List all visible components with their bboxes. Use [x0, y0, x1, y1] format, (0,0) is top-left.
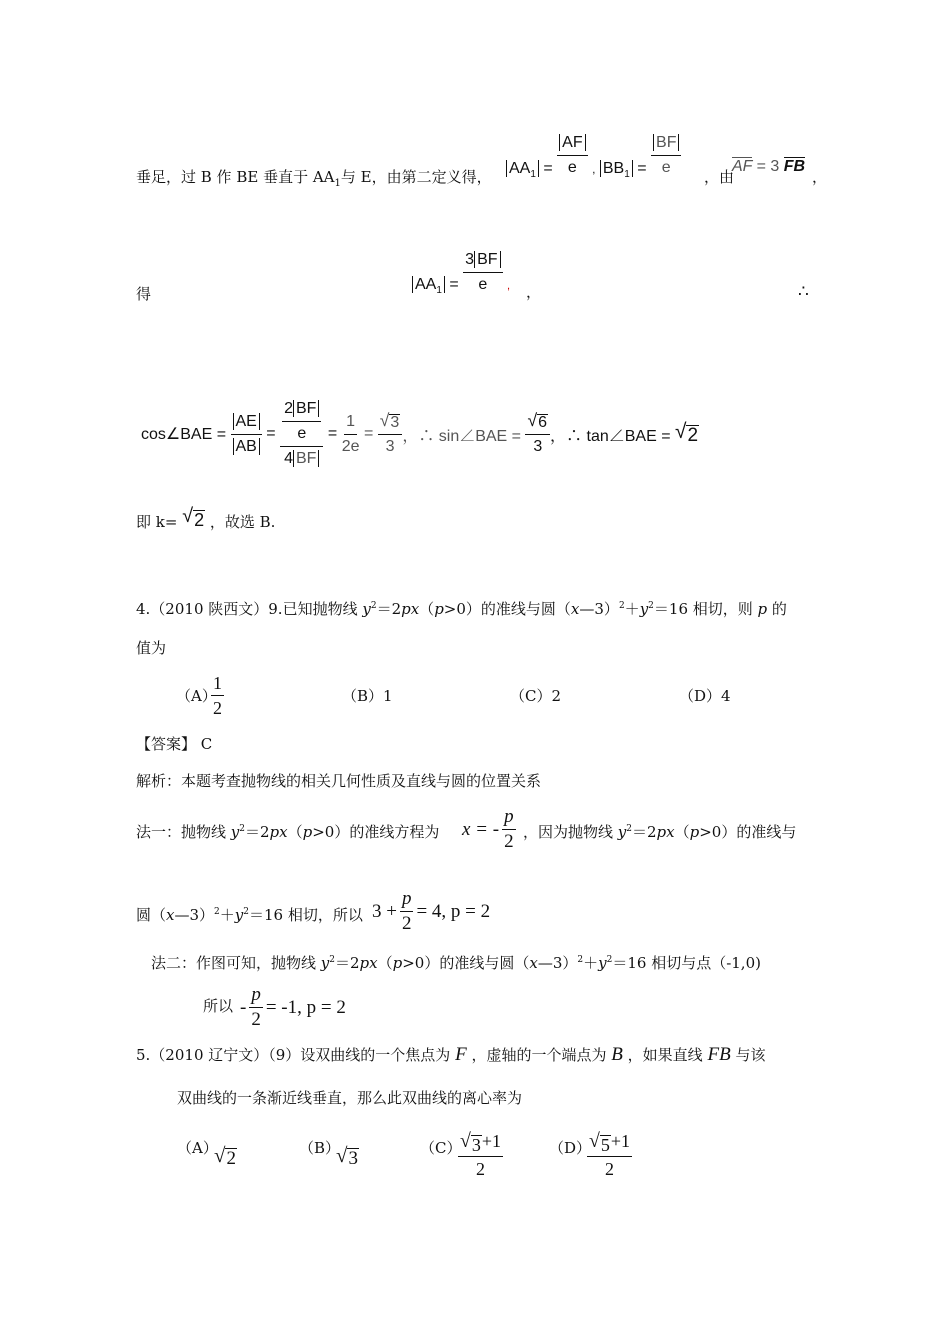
- directrix-equation: x = - $\frac{p}{2}$: [462, 806, 514, 852]
- para-1-you: ，由: [704, 168, 735, 186]
- equation-aa1: $AA_1$ = $\frac{AF}{e}$ $_,$ $BB_1$ = $\frac{BF}{e}$: [506, 132, 681, 179]
- analysis-line: 解析：本题考查抛物线的相关几何性质及直线与圆的位置关系: [136, 772, 542, 790]
- option-b: （B）1: [342, 687, 393, 705]
- q5-option-c-value: √ 3 +1 2: [460, 1130, 502, 1179]
- method-1-line1-b: ，因为抛物线 $y^2=2px(p>0)$的准线与: [523, 823, 797, 841]
- method-2-line2-label: 所以: [203, 997, 234, 1015]
- equation-aa1-3bf: $AA_1$ = $\frac{3 BF}{e}$ $_,$: [412, 249, 510, 296]
- q5-option-a-value: √ 2: [214, 1143, 236, 1169]
- q5-option-c: （C）: [420, 1139, 462, 1157]
- para-2-de: 得: [136, 285, 152, 303]
- answer: 【答案】 C: [136, 735, 213, 753]
- option-a-fraction: $\frac{1}{2}$: [213, 673, 222, 718]
- q5-option-d-value: √ 5 +1 2: [589, 1130, 631, 1179]
- para-1-text: 垂足，过 B 作 BE 垂直于 $AA_1$与 E，由第二定义得，: [136, 168, 492, 189]
- method-1-equation: 3 + $\frac{p}{2}$ = 4, p = 2: [372, 888, 491, 934]
- q5-option-b: （B）: [299, 1139, 341, 1157]
- method-1-line2: 圆$(x—3)^2+y^2=16$ 相切，所以: [136, 906, 363, 924]
- vector-equation: AF = 3 FB: [732, 158, 806, 175]
- therefore-symbol: ∴: [798, 282, 809, 302]
- q5-option-d: （D）: [549, 1139, 592, 1157]
- question-5-line1: 5.（2010 辽宁文）（9）设双曲线的一个焦点为 F ，虚轴的一个端点为 B ，如果直线 FB 与该: [136, 1044, 766, 1065]
- option-a: （A）: [176, 687, 217, 705]
- option-d: （D）4: [679, 687, 731, 705]
- method-2-equation: - $\frac{p}{2}$ = -1, p = 2: [240, 984, 346, 1030]
- q5-option-a: （A）: [177, 1139, 218, 1157]
- option-c: （C）2: [510, 687, 562, 705]
- q5-option-b-value: √ 3: [336, 1143, 358, 1169]
- question-4-line1: 4.（2010 陕西文）9.已知抛物线 $y^2=2px(p>0)$的准线与圆$(x—3)^2+y^2=16$ 相切，则 p 的: [136, 600, 787, 618]
- para-4: 即 k= √ 2 ，故选 B.: [136, 505, 276, 531]
- question-4-line2: 值为: [136, 639, 167, 657]
- method-1-line1-a: 法一：抛物线 $y^2=2px(p>0)$的准线方程为: [136, 823, 440, 841]
- para-2-tail: ，: [526, 283, 542, 301]
- question-5-line2: 双曲线的一条渐近线垂直，那么此双曲线的离心率为: [177, 1089, 523, 1107]
- para-1-tail: ，: [812, 168, 828, 186]
- method-2-line1: 法二：作图可知，抛物线 $y^2=2px(p>0)$的准线与圆$(x—3)^2+y^2=16$ 相切与点（-1,0): [151, 954, 761, 972]
- equation-cos-sin-tan: cos∠BAE = $\frac{AE}{AB}$ = $\frac{\frac{2 BF}{e}}{4 BF}$ = $\frac{1}{2e}$ = √ 3 3 ，∴ sin∠BAE = √ 6 3 ，∴ tan∠BAE = √ 2: [141, 400, 699, 467]
